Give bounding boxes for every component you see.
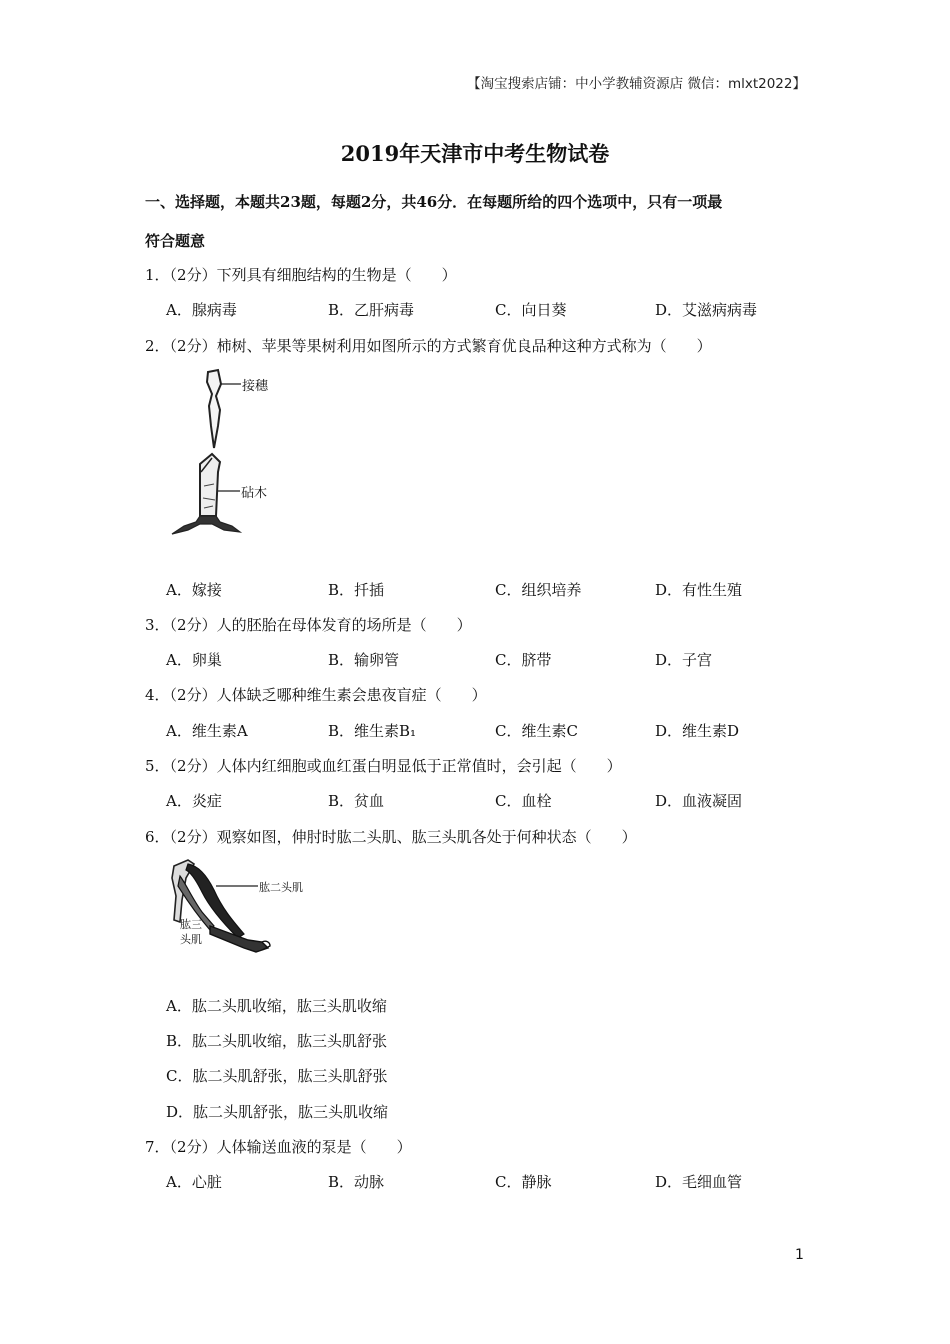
q2-option-a: A．嫁接 [166, 581, 222, 599]
q7-option-d: D．毛细血管 [655, 1173, 743, 1191]
q1-option-a: A．腺病毒 [166, 301, 237, 319]
arm-muscle-figure [166, 856, 316, 961]
q5-option-b: B．贫血 [328, 792, 385, 810]
question-5: 5．（2分）人体内红细胞或血红蛋白明显低于正常值时，会引起（ ） [145, 757, 622, 775]
triceps-label-2: 头肌 [180, 933, 202, 946]
q3-option-a: A．卵巢 [166, 651, 222, 669]
q6-option-a: A．肱二头肌收缩，肱三头肌收缩 [166, 997, 387, 1015]
page-title: 2019年天津市中考生物试卷 [340, 141, 610, 166]
biceps-label: 肱二头肌 [259, 881, 303, 894]
grafting-figure [166, 366, 296, 546]
q5-option-a: A．炎症 [166, 792, 222, 810]
page-number: 1 [795, 1247, 804, 1263]
q5-option-d: D．血液凝固 [655, 792, 743, 810]
rootstock-label: 砧木 [241, 486, 268, 501]
q5-option-c: C．血栓 [495, 792, 552, 810]
page-header: 【淘宝搜索店铺：中小学教辅资源店 微信：mlxt2022】 [467, 76, 806, 92]
q7-option-c: C．静脉 [495, 1173, 552, 1191]
q2-option-d: D．有性生殖 [655, 581, 743, 599]
question-6: 6．（2分）观察如图，伸肘时肱二头肌、肱三头肌各处于何种状态（ ） [145, 828, 637, 846]
q4-option-c: C．维生素C [495, 722, 578, 740]
q1-option-c: C．向日葵 [495, 301, 567, 319]
section-heading-cont: 符合题意 [145, 232, 206, 250]
q3-option-c: C．脐带 [495, 651, 552, 669]
q4-option-d: D．维生素D [655, 722, 740, 740]
q3-option-b: B．输卵管 [328, 651, 400, 669]
triceps-label-1: 肱三 [180, 918, 202, 931]
q7-option-a: A．心脏 [166, 1173, 222, 1191]
q6-option-b: B．肱二头肌收缩，肱三头肌舒张 [166, 1032, 388, 1050]
q2-option-b: B．扦插 [328, 581, 385, 599]
scion-shape [207, 370, 221, 448]
q4-option-a: A．维生素A [166, 722, 248, 740]
q3-option-d: D．子宫 [655, 651, 713, 669]
q2-option-c: C．组织培养 [495, 581, 582, 599]
q1-option-d: D．艾滋病病毒 [655, 301, 758, 319]
q4-option-b: B．维生素B₁ [328, 722, 417, 740]
question-1: 1．（2分）下列具有细胞结构的生物是（ ） [145, 266, 457, 284]
ground-roots [172, 516, 240, 534]
q6-option-c: C．肱二头肌舒张，肱三头肌舒张 [166, 1067, 388, 1085]
question-3: 3．（2分）人的胚胎在母体发育的场所是（ ） [145, 616, 472, 634]
question-7: 7．（2分）人体输送血液的泵是（ ） [145, 1138, 412, 1156]
q6-option-d: D．肱二头肌舒张，肱三头肌收缩 [166, 1103, 389, 1121]
q7-option-b: B．动脉 [328, 1173, 385, 1191]
scion-label: 接穗 [242, 379, 269, 394]
question-2: 2．（2分）柿树、苹果等果树利用如图所示的方式繁育优良品种这种方式称为（ ） [145, 337, 712, 355]
section-heading: 一、选择题，本题共23题，每题2分，共46分．在每题所给的四个选项中，只有一项最 [145, 193, 723, 211]
question-4: 4．（2分）人体缺乏哪种维生素会患夜盲症（ ） [145, 686, 487, 704]
q1-option-b: B．乙肝病毒 [328, 301, 415, 319]
